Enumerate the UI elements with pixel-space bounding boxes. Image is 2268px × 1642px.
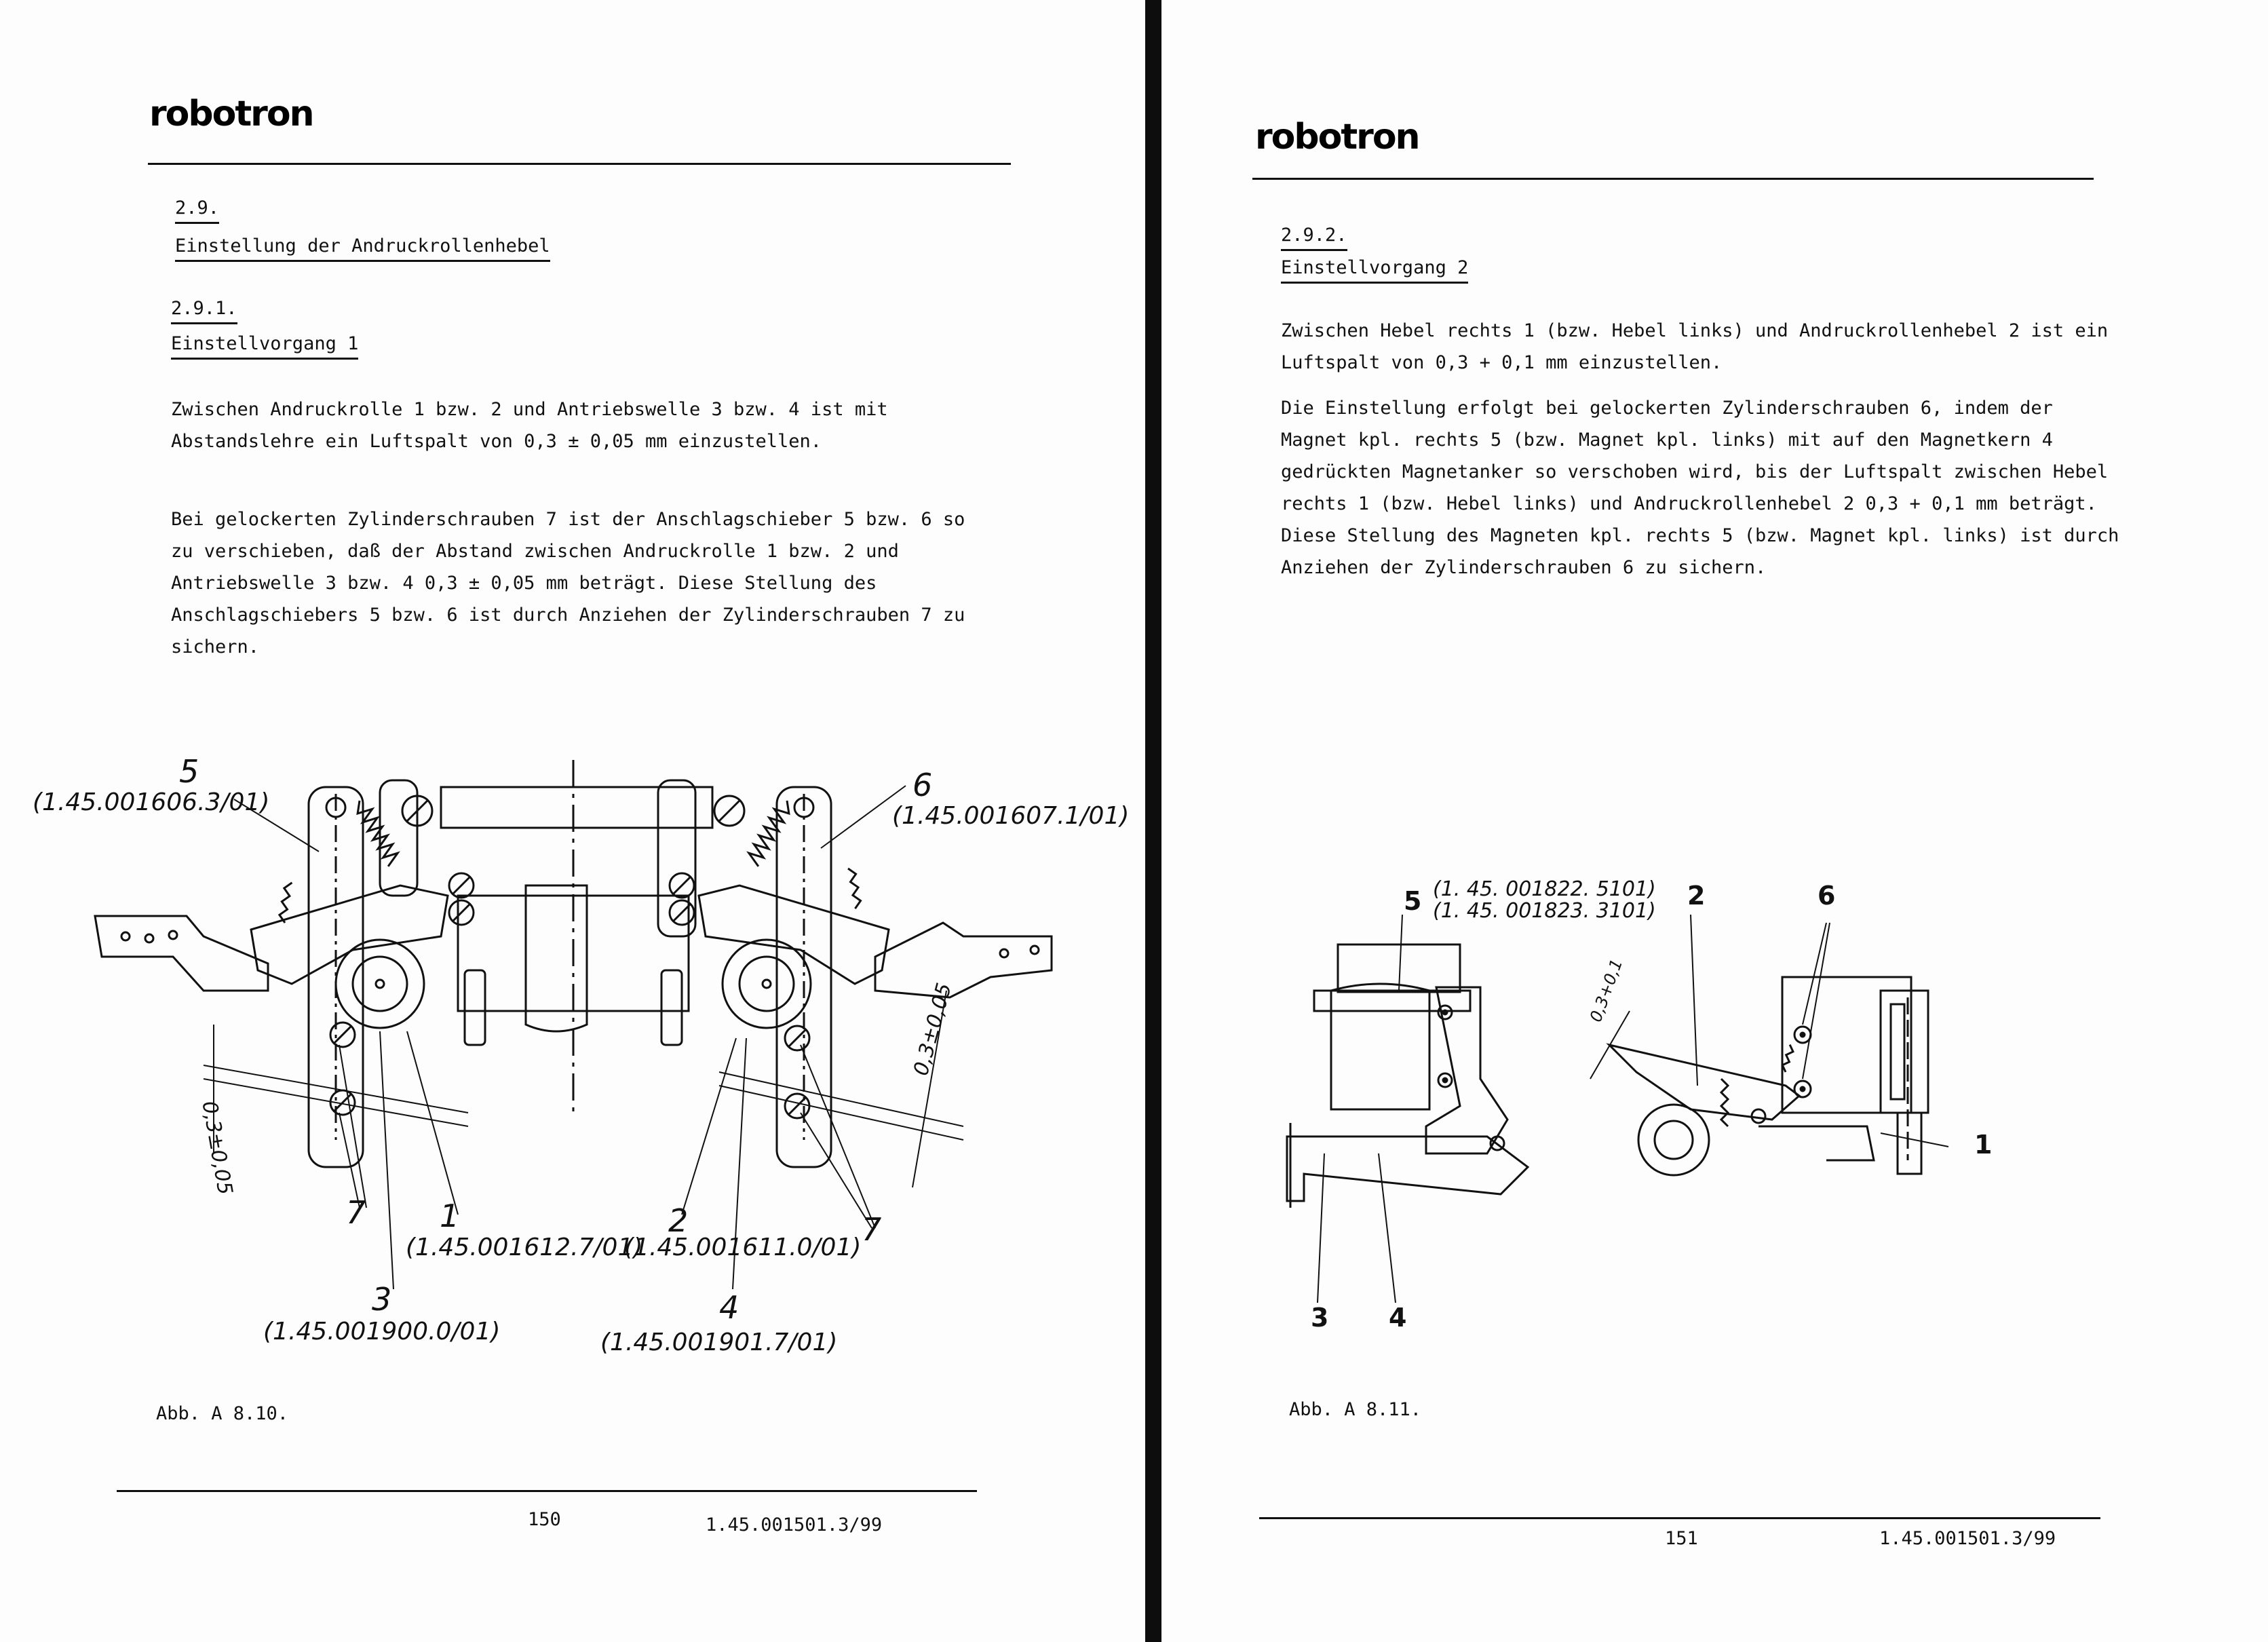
figure-a-8-11-drawing <box>1161 868 2268 1343</box>
fig-label-6: 6 <box>912 767 933 803</box>
body-paragraph-1 <box>1281 315 2122 379</box>
binding-gutter <box>1145 0 1161 1642</box>
fig-part-6: (1.45.001607.1/01) <box>892 802 1130 830</box>
robotron-logo: robotron <box>1255 117 1419 157</box>
fig-part-5: (1.45.001606.3/01) <box>33 788 270 816</box>
subsection-title: Einstellvorgang 2 <box>1281 256 1468 284</box>
body-paragraph-2 <box>171 503 985 663</box>
paragraph-text: Zwischen Andruckrolle 1 bzw. 2 und Antriebswelle 3 bzw. 4 ist mit Abstandslehre ein Luftspalt von 0,3 ± 0,05 mm einzustellen. <box>171 399 888 452</box>
fig-gap-left: 0,3±0,05 <box>197 1099 237 1197</box>
body-paragraph-2 <box>1281 392 2122 584</box>
footer-rule <box>1259 1517 2100 1519</box>
paragraph-text: Die Einstellung erfolgt bei gelockerten Zylinderschrauben 6, indem der Magnet kpl. rechts 5 (bzw. Magnet kpl. links) mit auf den Magnetkern 4 gedrückten Magnetanker so verschoben wird, bis der Luftspalt zwischen Hebel rechts 1 (bzw. Hebel links) und Andruckrollenhebel 2 0,3 + 0,1 mm beträgt. Diese Stellung des Magneten kpl. rechts 5 (bzw. Magnet kpl. links) ist durch Anziehen der Zylinderschrauben 6 zu sichern. <box>1281 398 2119 578</box>
fig-label-7-left: 7 <box>346 1194 366 1231</box>
fig-label-5: 5 <box>179 753 199 790</box>
fig-label-4: 4 <box>1389 1303 1407 1333</box>
page-number: 150 <box>528 1509 561 1530</box>
document-number: 1.45.001501.3/99 <box>1879 1528 2056 1549</box>
fig-label-3: 3 <box>372 1281 392 1318</box>
document-number: 1.45.001501.3/99 <box>706 1514 883 1535</box>
paragraph-text: Zwischen Hebel rechts 1 (bzw. Hebel links) und Andruckrollenhebel 2 ist ein Luftspalt von 0,3 + 0,1 mm einzustellen. <box>1281 320 2109 373</box>
fig-label-4: 4 <box>719 1289 739 1326</box>
fig-part-5a: (1. 45. 001822. 5101) <box>1433 877 1656 901</box>
header-rule <box>148 163 1011 165</box>
robotron-logo: robotron <box>149 94 313 134</box>
page-number: 151 <box>1665 1528 1698 1549</box>
fig-gap: 0,3+0,1 <box>1585 956 1627 1025</box>
fig-part-5b: (1. 45. 001823. 3101) <box>1433 899 1656 923</box>
figure-caption: Abb. A 8.11. <box>1289 1399 1422 1420</box>
footer-rule <box>117 1490 977 1492</box>
section-title: Einstellung der Andruckrollenhebel <box>175 235 550 262</box>
fig-label-3: 3 <box>1311 1303 1329 1333</box>
fig-part-4: (1.45.001901.7/01) <box>600 1329 838 1356</box>
fig-label-7-right: 7 <box>862 1211 882 1248</box>
fig-part-1: (1.45.001612.7/01) <box>406 1234 643 1261</box>
section-number: 2.9. <box>175 197 219 224</box>
figure-caption: Abb. A 8.10. <box>156 1403 289 1424</box>
subsection-number: 2.9.1. <box>171 297 237 324</box>
body-paragraph-1 <box>171 394 985 457</box>
fig-gap-right: 0,3±0,05 <box>909 980 957 1079</box>
subsection-number: 2.9.2. <box>1281 224 1347 251</box>
fig-label-1: 1 <box>440 1198 460 1234</box>
fig-label-6: 6 <box>1818 881 1836 911</box>
fig-label-2: 2 <box>1687 881 1706 911</box>
fig-part-2: (1.45.001611.0/01) <box>624 1234 862 1261</box>
fig-label-2: 2 <box>668 1202 689 1239</box>
paragraph-text: Bei gelockerten Zylinderschrauben 7 ist der Anschlagschieber 5 bzw. 6 so zu verschieben, daß der Abstand zwischen Andruckrolle 1 bzw. 2 und Antriebswelle 3 bzw. 4 0,3 ± 0,05 mm beträgt. Diese Stellung des Anschlagschiebers 5 bzw. 6 ist durch Anziehen der Zylinderschrauben 7 zu sichern. <box>171 509 965 657</box>
right-page <box>1161 0 2268 1642</box>
fig-label-5: 5 <box>1404 886 1422 916</box>
fig-label-1: 1 <box>1974 1130 1993 1160</box>
fig-part-3: (1.45.001900.0/01) <box>263 1318 501 1345</box>
header-rule <box>1252 178 2094 180</box>
subsection-title: Einstellvorgang 1 <box>171 332 358 360</box>
